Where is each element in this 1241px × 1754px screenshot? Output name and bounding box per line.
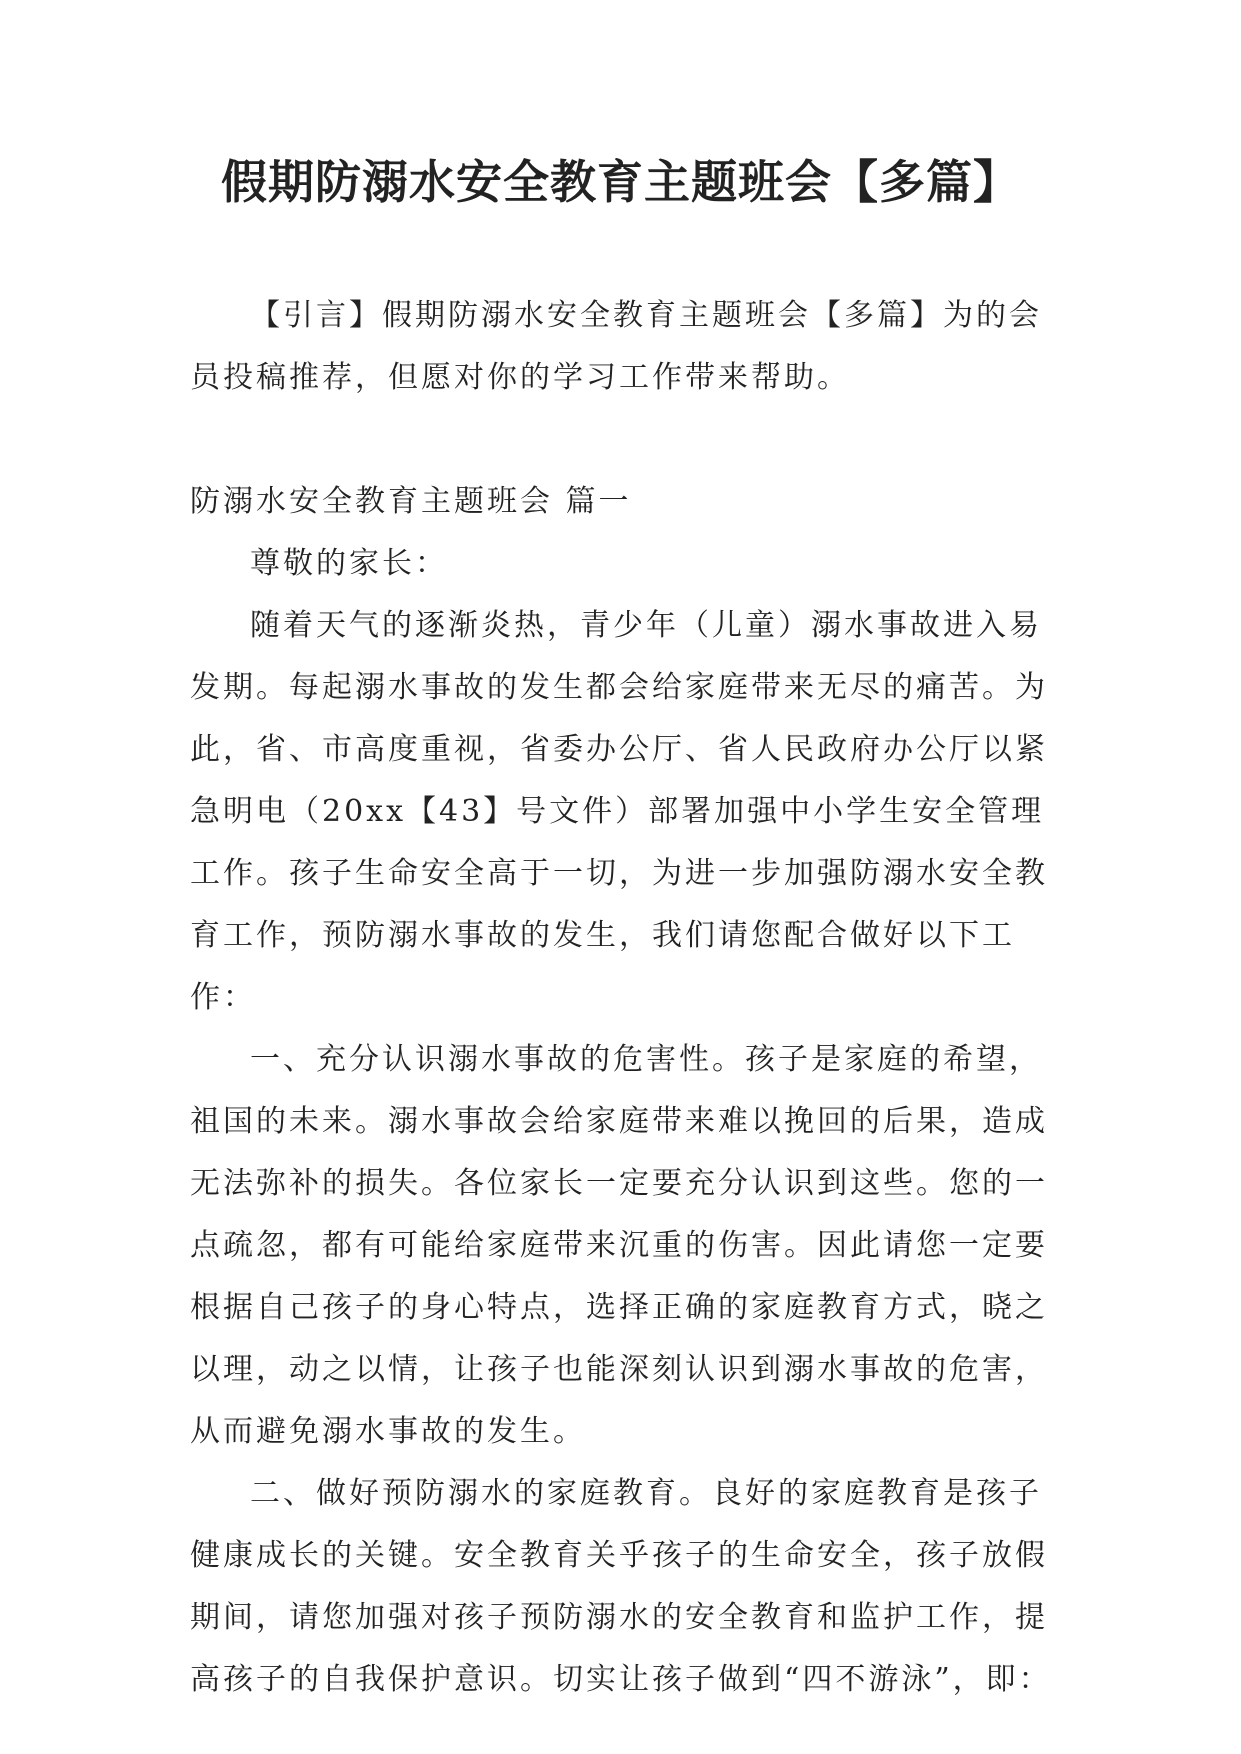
body-paragraph: 一、充分认识溺水事故的危害性。孩子是家庭的希望，祖国的未来。溺水事故会给家庭带来难以挽回的后果，造成无法弥补的损失。各位家长一定要充分认识到这些。您的一点疏忽，都有可能给家庭带来沉重的伤害。因此请您一定要根据自己孩子的身心特点，选择正确的家庭教育方式，晓之以理，动之以情，让孩子也能深刻认识到溺水事故的危害，从而避免溺水事故的发生。 [190, 1042, 1048, 1449]
body-paragraph: 随着天气的逐渐炎热，青少年（儿童）溺水事故进入易发期。每起溺水事故的发生都会给家庭带来无尽的痛苦。为此，省、市高度重视，省委办公厅、省人民政府办公厅以紧急明电（20xx【43】号文件）部署加强中小学生安全管理工作。孩子生命安全高于一切，为进一步加强防溺水安全教育工作，预防溺水事故的发生，我们请您配合做好以下工作： [190, 608, 1048, 1015]
salutation: 尊敬的家长： [250, 546, 448, 581]
body-paragraph: 二、做好预防溺水的家庭教育。良好的家庭教育是孩子健康成长的关键。安全教育关乎孩子的生命安全，孩子放假期间，请您加强对孩子预防溺水的安全教育和监护工作，提高孩子的自我保护意识。切实让孩子做到“四不游泳”，即： [190, 1476, 1052, 1697]
page-title: 假期防溺水安全教育主题班会【多篇】 [221, 155, 1020, 209]
section-heading: 防溺水安全教育主题班会 篇一 [190, 484, 632, 519]
intro-paragraph: 【引言】假期防溺水安全教育主题班会【多篇】为的会员投稿推荐，但愿对你的学习工作带来帮助。 [190, 298, 1042, 395]
document-body [190, 285, 1052, 1711]
